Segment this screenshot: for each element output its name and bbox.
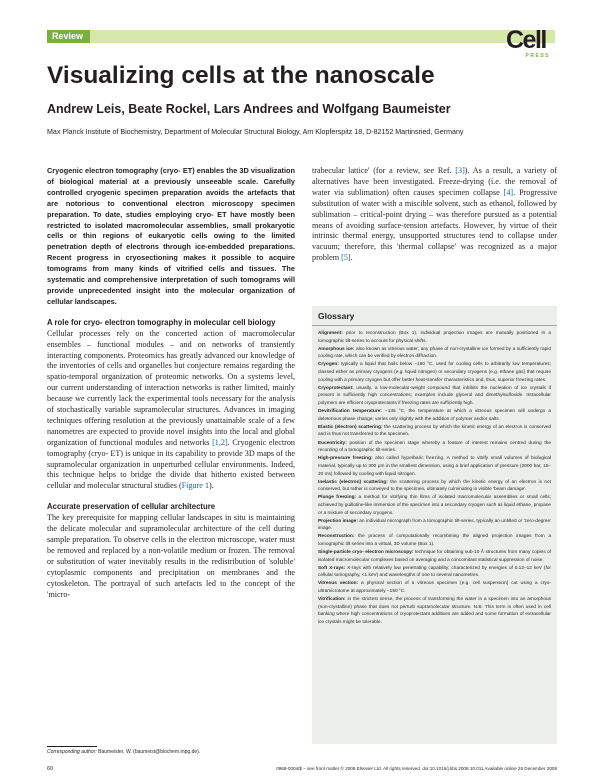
page-footer — [47, 766, 557, 774]
body-text: ). — [209, 481, 214, 491]
body-text: ). As a result, a variety of alternatives have been investigated. Freeze-drying (i.e. the removal of water via sublimation) often causes specimen collapse — [312, 166, 557, 197]
abstract: Cryogenic electron tomography (cryo- ET) enables the 3D visualization of biological material at a previously unseeable scale. Carefully controlled cryogenic specimen preparation avoids the artefacts that are notorious to conventional electron microscopy specimen preparation. To date, studies employing cryo- ET have mostly been restricted to isolated macromolecular assemblies, small prokaryotic cells or thin regions of eukaryotic cells owing to the limited penetration depth of electrons through ice-embedded preparations. Recent progress in cryosectioning makes it possible to acquire tomograms from many kinds of vitrified cells and tissues. The systematic and comprehensive interpretation of such tomograms will provide unprecedented insight into the molecular organization of cellular landscapes. — [47, 166, 295, 306]
glossary-definition: typically a liquid that boils below −160 °C, used for cooling cells to arbitrarily low temperatures; classed either as primary cryogens (e.g. liquid nitrogen) or secondary cryogens (e.g. ethane gas) that require cooling with a primary cryogen but offer better heat-transfer characteristics and, thus, superior freezing rates. — [318, 362, 551, 383]
glossary-entry — [318, 549, 551, 564]
glossary-definition: position of the specimen stage whereby a feature of interest remains centred during the recording of a tomographic tilt-series. — [318, 440, 551, 454]
glossary-term: Inelastic (electron) scattering: — [318, 479, 388, 485]
glossary-box — [312, 306, 557, 744]
glossary-entry — [318, 494, 551, 517]
glossary-term: Amorphous ice: — [318, 346, 355, 352]
glossary-term: Vitrification: — [318, 597, 346, 603]
glossary-term: Vitreous section: — [318, 581, 359, 587]
page-number: 60 — [47, 766, 54, 772]
glossary-entry — [318, 479, 551, 494]
glossary-term: Cryoprotectant: — [318, 385, 354, 391]
glossary-entry — [318, 385, 551, 408]
body-text: trabecular lattice' (for a review, see Ref. — [312, 166, 456, 175]
glossary-definition: also called hyperbaric freezing. A method to vitrify small volumes of biological material, typically up to 300 μm in the smallest dimension, using a brief application of pressure (2000 bar, 15–20 ms) followed by cooling with liquid nitrogen. — [318, 456, 551, 477]
glossary-definition: a method for vitrifying thin films of isolated macromolecular assemblies or small cells; achieved by guillotine-like immersion of the specimen into a secondary cryogen such as liquid ethane, propane or a mixture of secondary cryogens. — [318, 495, 551, 516]
body-paragraph: The key prerequisite for mapping cellular landscapes in situ is maintaining the delicate molecular and supramolecular architecture of the cell during sample preparation. To observe cells in the electron microscope, water must be removed and replaced by a non-volatile medium or frozen. The removal or substitution of water inevitably results in the redistribution of 'soluble' cytoplasmic components and precipitation on membranes and the cytoskeleton. The portrayal of such artefacts led to the concept of the 'micro- — [47, 513, 295, 599]
body-paragraph — [312, 166, 557, 264]
glossary-definition: a physical section of a vitreous specimen (e.g. cell suspension) cut using a cryo- ultramicrotome at approximately −150 °C. — [318, 581, 552, 595]
right-column — [312, 166, 557, 264]
glossary-definition: an individual micrograph from a tomographic tilt-series, typically an untilted or 'zero-degree' image. — [318, 518, 552, 532]
glossary-entry — [318, 455, 551, 478]
figure-link[interactable]: Figure 1 — [181, 481, 210, 491]
glossary-list — [318, 330, 551, 627]
glossary-term: Projection image: — [318, 518, 358, 524]
citation-link[interactable]: [5] — [341, 253, 351, 263]
section-heading: Accurate preservation of cellular architecture — [47, 502, 216, 512]
footnote-label: Corresponding author: — [47, 749, 97, 755]
glossary-entry — [318, 408, 551, 423]
glossary-term: Eucentricity: — [318, 440, 347, 446]
glossary-term: Reconstruction: — [318, 534, 355, 540]
glossary-entry — [318, 424, 551, 439]
glossary-entry — [318, 518, 551, 533]
glossary-definition: −135 °C, the temperature at which a vitreous specimen will undergo a deleterious phase change; varies only slightly with the addition of polymer and/or salts. — [318, 409, 551, 422]
affiliation: Max Planck Institute of Biochemistry, Department of Molecular Structural Biology, Am Klopferspitz 18, D-82152 Martinsried, Germany — [47, 128, 464, 136]
glossary-title: Glossary — [312, 310, 557, 326]
glossary-term: Soft X-rays: — [318, 565, 346, 571]
body-text: Cellular processes rely on the concerted action of macromolecular ensembles – functional modules – and on networks of transiently interacting components. Proteomics has greatly advanced our knowledge of the inventories of cells and organelles but conjecture remains regarding the spatio-temporal organization of proteomic networks. On a systems level, our current understanding of interaction networks is rather limited, mainly because we currently lack the experimental tools necessary for the analysis of stochastically variable supramolecular structures. Advances in imaging techniques offering resolution at the previously unattainable scale of a few nanometres are expected to provide novel insights into the local and global organization of functional modules and networks — [47, 328, 295, 447]
section-banner — [47, 30, 555, 43]
cell-press-logo — [506, 27, 556, 65]
footnote-rule — [47, 746, 97, 747]
logo-word: Cell — [506, 26, 546, 54]
glossary-definition: the process of computationally recombining the aligned projection images from a tomographic tilt series into a virtual, 3D volume (Box 1). — [318, 534, 551, 548]
glossary-definition: usually, a low-molecular-weight compound that inhibits the nucleation of ice crystals if present in sufficiently high concentrations; examples include glycerol and dimethylsulfoxide. Intracellular polymers are efficient cryoprotectants if freezing rates are sufficiently high. — [318, 385, 551, 407]
glossary-definition: the scattering process by which the kinetic energy of an electron is not conserved, but rather is conveyed to the specimen, ultimately culminating in visible 'beam damage'. — [318, 479, 551, 493]
glossary-definition: prior to reconstruction (Box 1), individual projection images are mutually positioned in a tomographic tilt-series to account for physical shifts. — [318, 331, 551, 344]
body-text: . Cryogenic electron tomography (cryo- ET) is unique in its capability to provide 3D maps of the supramolecular organization in unperturbed cellular environments. Indeed, this technique helps to bridge the divide that hitherto existed between cellular and molecular structural studies ( — [47, 437, 295, 491]
citation-link[interactable]: [3] — [455, 166, 465, 175]
body-text: . — [350, 253, 353, 263]
logo-sub: PRESS — [525, 53, 550, 59]
glossary-definition: also known as vitreous water; any phase of non-crystalline ice formed by a sufficiently rapid cooling rate, which can be verified by electron diffraction. — [318, 346, 551, 360]
glossary-term: Elastic (electron) scattering: — [318, 424, 383, 430]
glossary-term: Plunge freezing: — [318, 495, 357, 501]
glossary-entry — [318, 596, 551, 627]
citation-link[interactable]: [1,2] — [212, 437, 228, 447]
article-title: Visualizing cells at the nanoscale — [47, 62, 435, 89]
glossary-entry — [318, 565, 551, 580]
glossary-entry — [318, 346, 551, 361]
glossary-entry — [318, 330, 551, 345]
corresponding-author-note — [47, 749, 297, 756]
glossary-definition: technique for obtaining sub-10 Å structures from many copies of isolated macromolecular complexes based on averaging and a concomitant statistical suppression of noise. — [318, 550, 551, 563]
glossary-term: High-pressure freezing: — [318, 456, 373, 462]
left-column — [47, 166, 295, 600]
glossary-entry — [318, 580, 551, 595]
body-text: . Progressive substitution of water with a miscible solvent, such as ethanol, followed by sublimation – critical-point drying – was therefore pursued as a potential means of avoiding surface-tension artefacts. However, by virtue of their intrinsic thermal energy, unsupported structures tend to collapse under vacuum; therefore, this 'thermal collapse' was recognized as a major problem — [312, 187, 557, 263]
section-tab: Review — [47, 30, 90, 43]
glossary-definition: X-rays with relatively low penetrating capability; characterized by energies of 0.12–12 keV (for cellular tomography, <1 keV) and wavelengths of one to several nanometres. — [318, 565, 551, 579]
glossary-term: Devitrification temperature: — [318, 409, 382, 415]
glossary-definition: the scattering process by which the kinetic energy of an electron is conserved and is thus not transferred to the specimen. — [318, 424, 551, 438]
glossary-entry — [318, 361, 551, 384]
body-paragraph — [47, 329, 295, 493]
footer-info: 0968-0004/$ – see front matter © 2008 Elsevier Ltd. All rights reserved. doi:10.1016/j.tibs.2008.10.011 Available online 26 December 2008 — [276, 766, 557, 771]
section-heading: A role for cryo- electron tomography in molecular cell biology — [47, 317, 276, 327]
glossary-term: Cryogen: — [318, 362, 339, 368]
glossary-entry — [318, 440, 551, 455]
citation-link[interactable]: [4] — [503, 187, 514, 197]
glossary-entry — [318, 533, 551, 548]
footnote-text: Baumeister, W. (baumeist@biochem.mpg.de). — [96, 749, 201, 755]
glossary-term: Single-particle cryo- electron microscopy: — [318, 550, 414, 556]
glossary-definition: in the strictest sense, the process of transforming the water in a specimen into an amorphous (non-crystalline) phase that does not perturb supramolecular structure. N.B. This term is often used in cell banking where high concentrations of cryoprotectant additives are added and some formation of extracellular ice crystals might be tolerable. — [318, 597, 551, 626]
glossary-term: Alignment: — [318, 331, 343, 336]
author-list: Andrew Leis, Beate Rockel, Lars Andrees and Wolfgang Baumeister — [47, 102, 451, 116]
